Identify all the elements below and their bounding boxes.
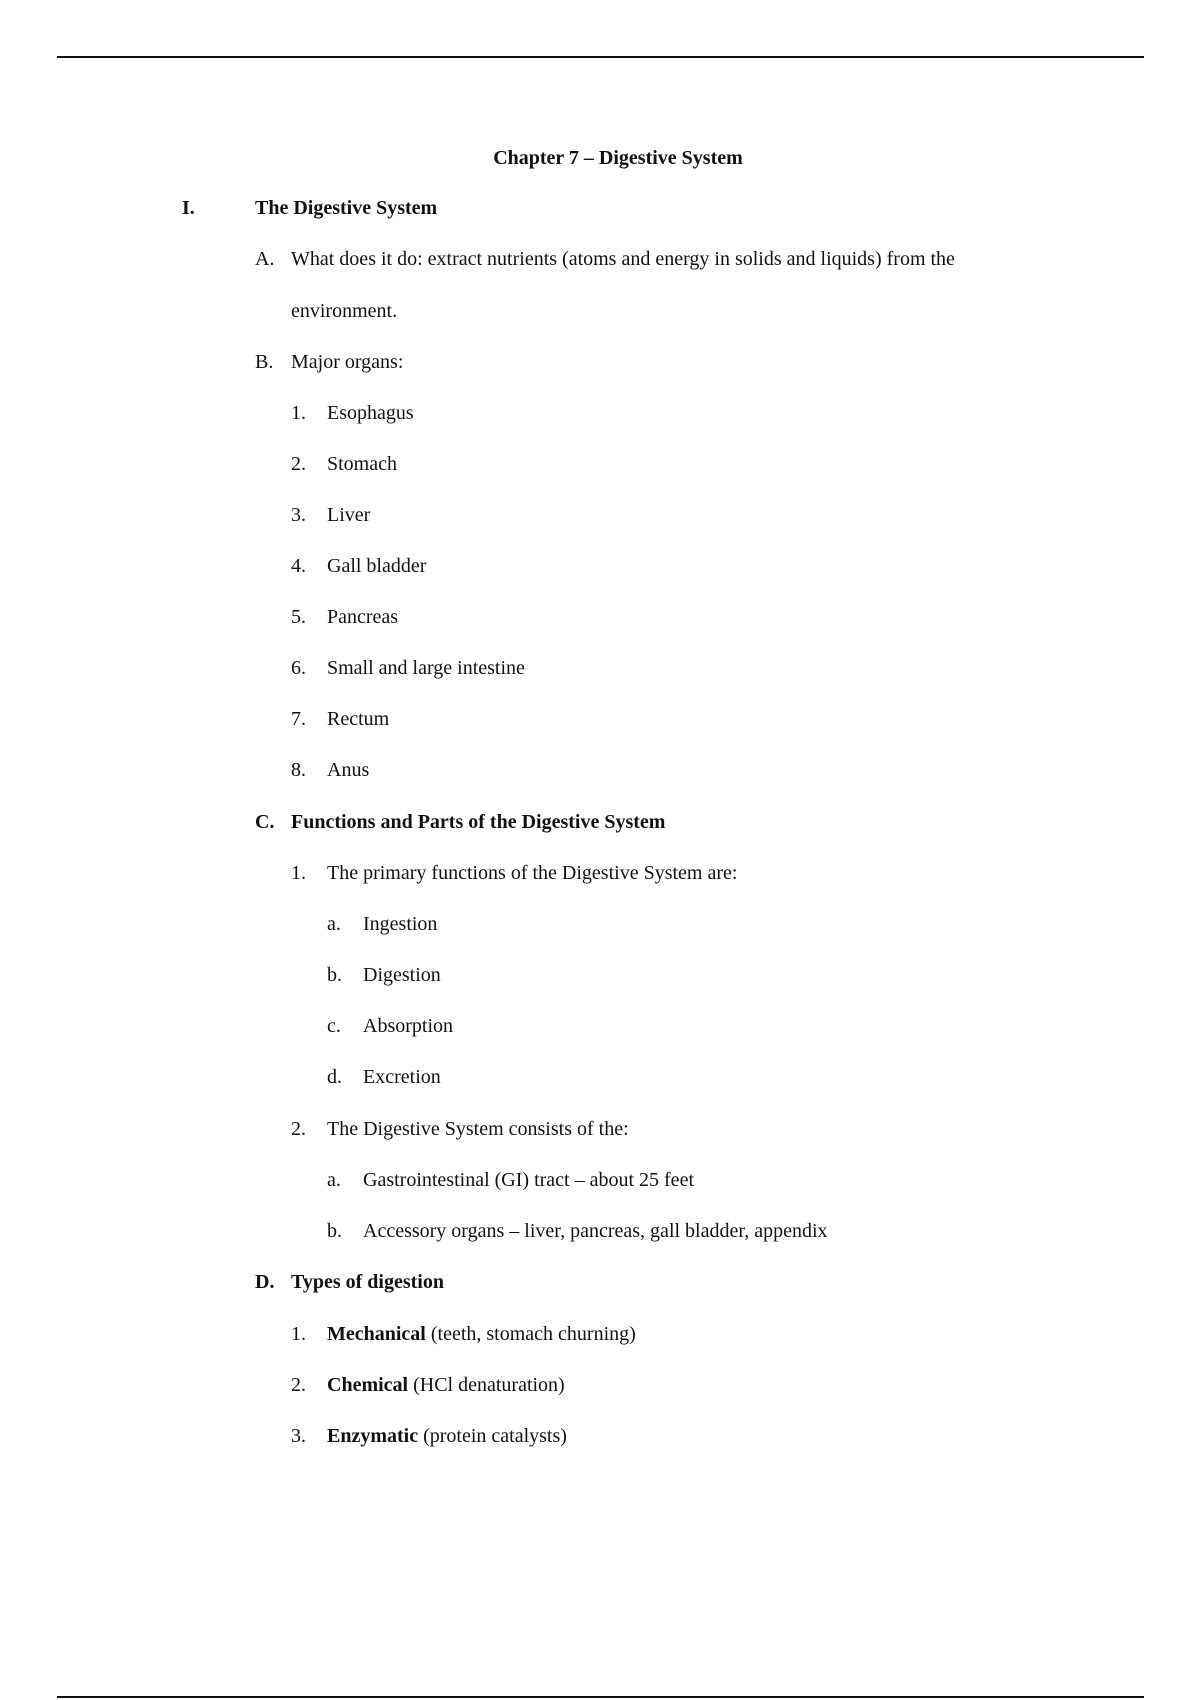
organ-item: Liver [327, 504, 371, 526]
section-heading-digestive-system: The Digestive System [255, 197, 438, 219]
organ-item: Small and large intestine [327, 657, 525, 679]
digestion-type-detail: (teeth, stomach churning) [425, 1323, 636, 1345]
organ-marker: 4. [291, 555, 306, 577]
function-item-marker: 1. [291, 862, 306, 884]
item-marker-c: C. [255, 811, 275, 833]
consists-item-text: The Digestive System consists of the: [327, 1118, 629, 1140]
digestion-type-detail: (protein catalysts) [418, 1425, 567, 1447]
item-c-heading: Functions and Parts of the Digestive System [291, 811, 666, 833]
digestion-type-item [327, 1322, 636, 1346]
organ-marker: 2. [291, 453, 306, 475]
organ-item: Pancreas [327, 606, 399, 628]
digestion-type-item [327, 1424, 567, 1448]
organ-item: Esophagus [327, 402, 414, 424]
organ-marker: 5. [291, 606, 306, 628]
organ-marker: 6. [291, 657, 306, 679]
digestion-type-term: Mechanical [327, 1323, 426, 1345]
function-subitem: Absorption [363, 1015, 453, 1037]
function-subitem: Ingestion [363, 913, 438, 935]
organ-marker: 7. [291, 708, 306, 730]
item-b-heading: Major organs: [291, 351, 404, 373]
function-subitem: Excretion [363, 1066, 441, 1088]
item-marker-a: A. [255, 248, 275, 270]
consists-subitem-marker: a. [327, 1169, 341, 1191]
organ-item: Anus [327, 759, 370, 781]
function-subitem: Digestion [363, 964, 441, 986]
organ-item: Stomach [327, 453, 397, 475]
digestion-type-marker: 3. [291, 1425, 306, 1447]
function-subitem-marker: d. [327, 1066, 342, 1088]
digestion-type-marker: 1. [291, 1323, 306, 1345]
item-a-text-line1: What does it do: extract nutrients (atoms and energy in solids and liquids) from the [291, 248, 955, 270]
consists-subitem: Accessory organs – liver, pancreas, gall bladder, appendix [363, 1220, 828, 1242]
footer-rule [57, 1696, 1144, 1698]
organ-item: Rectum [327, 708, 390, 730]
item-marker-d: D. [255, 1271, 275, 1293]
consists-subitem: Gastrointestinal (GI) tract – about 25 feet [363, 1169, 694, 1191]
item-d-heading: Types of digestion [291, 1271, 444, 1293]
organ-marker: 8. [291, 759, 306, 781]
consists-item-marker: 2. [291, 1118, 306, 1140]
digestion-type-item [327, 1373, 565, 1397]
digestion-type-term: Chemical [327, 1374, 409, 1396]
function-subitem-marker: c. [327, 1015, 341, 1037]
digestion-type-term: Enzymatic [327, 1425, 419, 1447]
section-marker-i: I. [182, 197, 195, 219]
function-subitem-marker: b. [327, 964, 342, 986]
chapter-title: Chapter 7 – Digestive System [493, 147, 743, 169]
organ-marker: 1. [291, 402, 306, 424]
item-marker-b: B. [255, 351, 274, 373]
organ-item: Gall bladder [327, 555, 427, 577]
digestion-type-marker: 2. [291, 1374, 306, 1396]
function-item-text: The primary functions of the Digestive System are: [327, 862, 738, 884]
organ-marker: 3. [291, 504, 306, 526]
digestion-type-detail: (HCl denaturation) [408, 1374, 565, 1396]
function-subitem-marker: a. [327, 913, 341, 935]
item-a-text-line2: environment. [291, 300, 398, 322]
consists-subitem-marker: b. [327, 1220, 342, 1242]
